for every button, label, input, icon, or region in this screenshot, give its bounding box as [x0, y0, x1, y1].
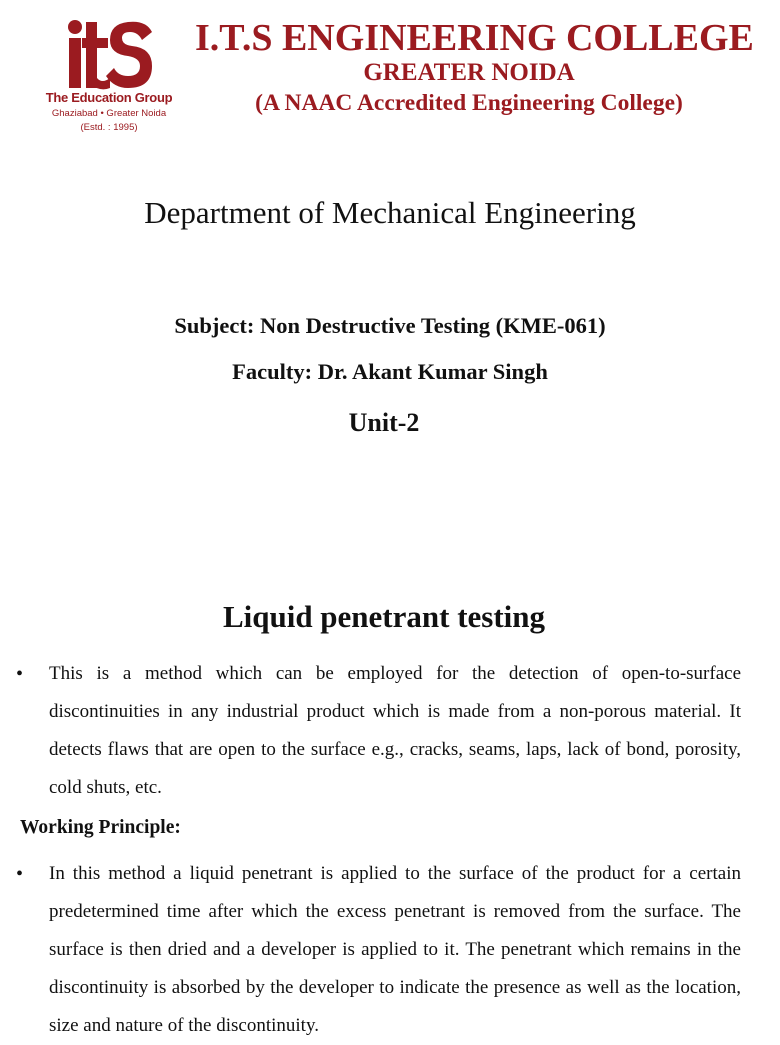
subject-line: Subject: Non Destructive Testing (KME-061): [174, 313, 606, 338]
logo-locations: Ghaziabad • Greater Noida: [51, 108, 167, 119]
faculty-line: Faculty: Dr. Akant Kumar Singh: [232, 359, 548, 384]
college-city: GREATER NOIDA: [363, 59, 575, 86]
principle-paragraph: In this method a liquid penetrant is applied to the surface of the product for a certain predetermined time after which the excess penetrant is removed from the surface. The surface is then dried and a developer is applied to it. The penetrant which remains in the discontinuity is absorbed by the developer to indicate the presence as well as the location, size and nature of the discontinuity.: [49, 863, 741, 1036]
department-title: Department of Mechanical Engineering: [144, 195, 636, 230]
logo-group-name: The Education Group: [45, 90, 173, 105]
college-accreditation: (A NAAC Accredited Engineering College): [255, 90, 683, 116]
college-name: I.T.S ENGINEERING COLLEGE: [195, 17, 754, 59]
intro-paragraph: This is a method which can be employed for the detection of open-to-surface discontinuities in any industrial product which is made from a non-porous material. It detects flaws that are open to the surface e.g., cracks, seams, laps, lack of bond, porosity, cold shuts, etc.: [49, 663, 741, 798]
unit-label: Unit-2: [348, 408, 420, 437]
its-logo-mark: [66, 18, 154, 90]
bullet-icon: •: [16, 863, 24, 885]
bullet-icon: •: [16, 663, 24, 685]
section-title: Liquid penetrant testing: [222, 599, 546, 634]
college-logo: [38, 18, 180, 136]
working-principle-heading: Working Principle:: [20, 817, 181, 838]
logo-established: (Estd. : 1995): [80, 122, 138, 133]
